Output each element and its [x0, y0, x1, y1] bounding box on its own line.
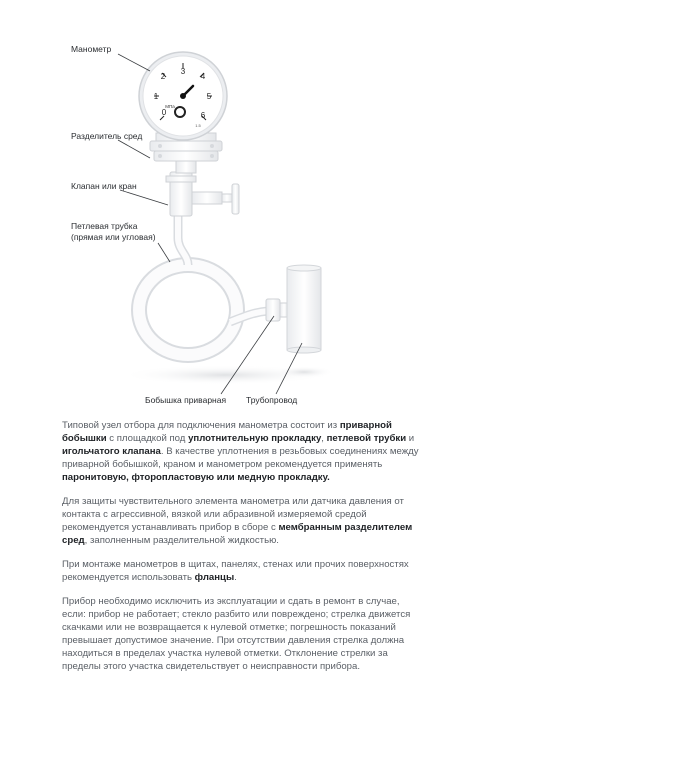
label-valve: Клапан или кран [71, 181, 137, 191]
paragraph-mounting: При монтаже манометров в щитах, панелях, стенах или прочих поверхностях рекомендуется использовать фланцы. [62, 558, 409, 583]
label-pipeline: Трубопровод [246, 395, 298, 405]
pipeline [287, 265, 321, 353]
dial-label-4: 4 [200, 72, 206, 81]
welded-boss [266, 299, 288, 321]
pressure-gauge [139, 52, 227, 140]
label-separator: Разделитель сред [71, 131, 143, 141]
valve [166, 172, 239, 216]
dial-label-2: 2 [160, 72, 166, 81]
paragraph-assembly: Типовой узел отбора для подключения манометра состоит из приварной бобышки с площадкой под уплотнительную прокладку, петлевой трубки и игольчатого клапана. В качестве уплотнения в резьбовых соединениях между приварной бобышкой, краном и манометром рекомендуется применять паронитовую, фторопластовую или медную прокладку. [62, 420, 419, 484]
dial-class-mark: 1.5 [195, 123, 201, 128]
dial-unit: МПа [165, 104, 175, 109]
paragraph-repair: Прибор необходимо исключить из эксплуатации и сдать в ремонт в случае, если: прибор не работает; стекло разбито или повреждено; стрелка движется скачками или не возвращается к нулевой отметке; погрешность показаний превышает допустимое значение. При отсутствии давления стрелка должна находиться в пределах участка нулевой отметки. Отклонение стрелки за пределы этого участка свидетельствует о неисправности прибора. [62, 595, 411, 672]
dial-label-0: 0 [161, 108, 167, 117]
label-gauge: Манометр [71, 44, 112, 54]
label-boss: Бобышка приварная [145, 395, 227, 405]
label-loop-tube-line1: Петлевая трубка [71, 221, 138, 231]
dial-label-6: 6 [200, 111, 206, 120]
dial-label-1: 1 [153, 92, 159, 101]
description-text [62, 419, 422, 684]
paragraph-protection: Для защиты чувствительного элемента манометра или датчика давления от контакта с агрессивной, вязкой или абразивной измеряемой средой рекомендуется устанавливать прибор в сборе с мембранным разделителем сред, заполненным разделительной жидкостью. [62, 495, 413, 547]
dial-label-5: 5 [206, 92, 212, 101]
loop-tube [139, 212, 268, 355]
label-loop-tube-line2: (прямая или угловая) [71, 232, 156, 242]
dial-label-3: 3 [180, 67, 186, 76]
label-loop-tube [71, 221, 156, 243]
